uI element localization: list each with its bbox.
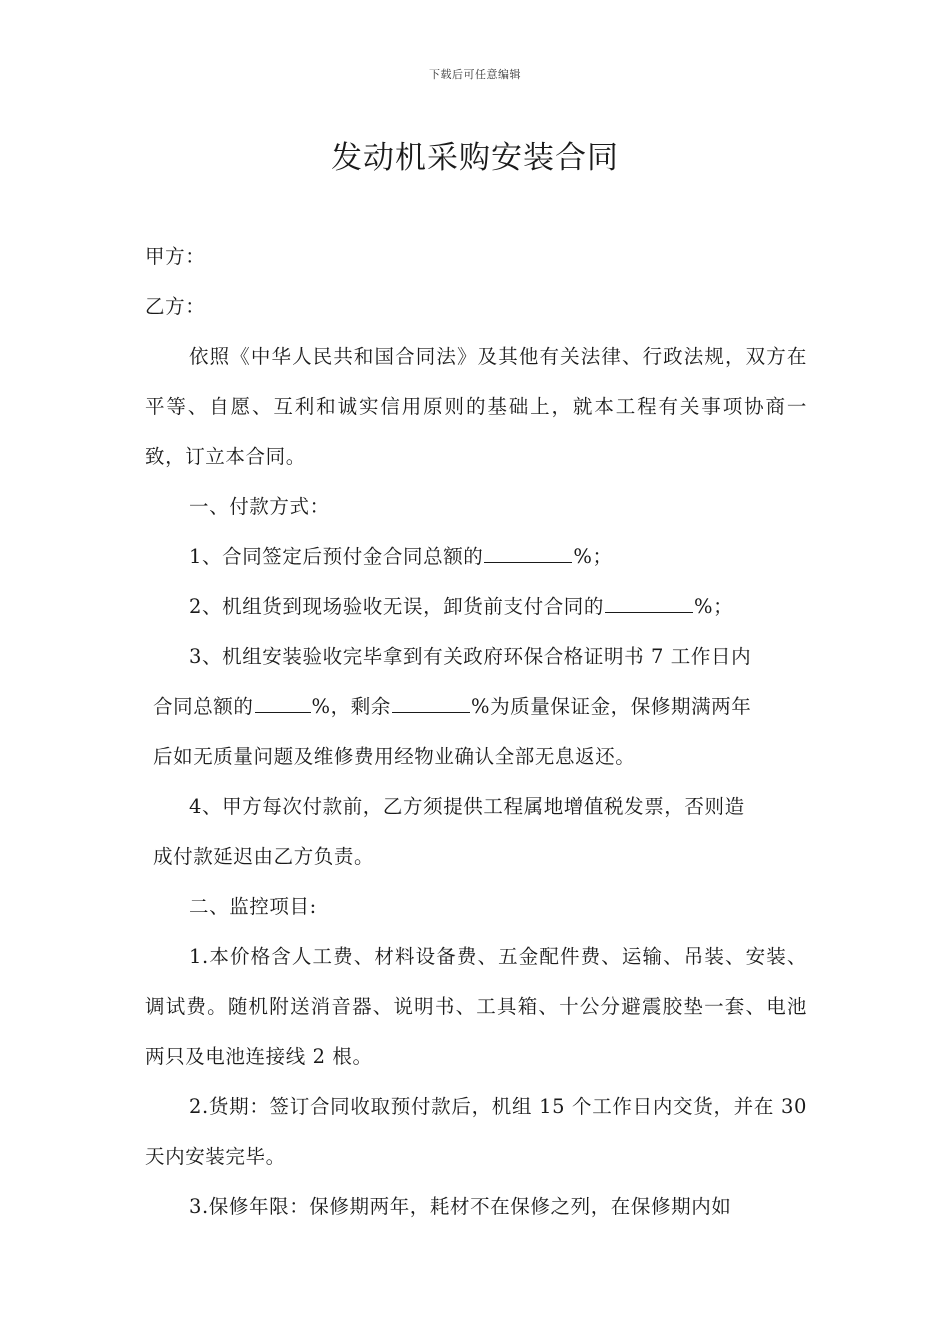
- payment-item-2-text: 2、机组货到现场验收无误，卸货前支付合同的: [189, 595, 605, 618]
- blank-field: [255, 692, 311, 713]
- header-note: 下载后可任意编辑: [429, 68, 521, 81]
- monitor-item-1: 1.本价格含人工费、材料设备费、五金配件费、运输、吊装、安装、调试费。随机附送消音器、说明书、工具箱、十公分避震胶垫一套、电池两只及电池连接线 2 根。: [145, 945, 807, 1068]
- payment-item-4-line2: 成付款延迟由乙方负责。: [153, 845, 375, 868]
- document-title: 发动机采购安装合同: [331, 140, 619, 176]
- monitor-item-3: 3.保修年限：保修期两年，耗材不在保修之列，在保修期内如: [189, 1195, 732, 1218]
- payment-item-4-line1: 4、甲方每次付款前，乙方须提供工程属地增值税发票，否则造: [189, 795, 745, 818]
- payment-item-1-text: 1、合同签定后预付金合同总额的: [189, 545, 484, 568]
- payment-item-3-text-a: 合同总额的: [153, 695, 254, 718]
- blank-field: [605, 592, 693, 613]
- party-b-line: 乙方：: [145, 295, 206, 318]
- party-a-line: 甲方：: [145, 245, 206, 268]
- payment-item-3-text-c: %为质量保证金，保修期满两年: [470, 695, 752, 718]
- payment-item-3-line3: 后如无质量问题及维修费用经物业确认全部无息返还。: [153, 745, 636, 768]
- payment-item-2: [145, 582, 807, 632]
- payment-item-3-line1: 3、机组安装验收完毕拿到有关政府环保合格证明书 7 工作日内: [189, 645, 752, 668]
- blank-field: [484, 542, 572, 563]
- intro-paragraph: 依照《中华人民共和国合同法》及其他有关法律、行政法规，双方在平等、自愿、互利和诚实信用原则的基础上，就本工程有关事项协商一致，订立本合同。: [145, 345, 807, 468]
- section1-heading: 一、付款方式：: [189, 495, 330, 518]
- payment-item-1-suffix: %；: [573, 545, 613, 568]
- blank-field: [392, 692, 470, 713]
- contract-body: [145, 232, 807, 1232]
- payment-item-2-suffix: %；: [694, 595, 734, 618]
- payment-item-3-text-b: %，剩余: [311, 695, 391, 718]
- monitor-item-2: 2.货期：签订合同收取预付款后，机组 15 个工作日内交货，并在 30 天内安装完毕。: [145, 1095, 807, 1168]
- section2-heading: 二、监控项目:: [189, 895, 317, 918]
- payment-item-3-line2: [145, 682, 807, 732]
- payment-item-1: [145, 532, 807, 582]
